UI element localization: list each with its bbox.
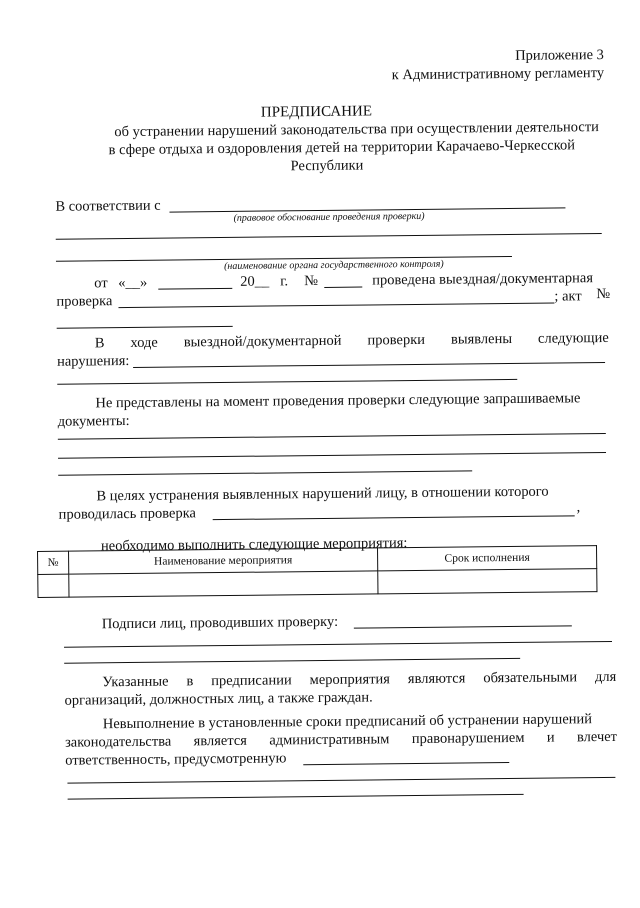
liability-word-1: законодательства bbox=[64, 733, 172, 751]
organ-caption: (наименование органа государственного контроля) bbox=[223, 258, 444, 272]
binding-word-3: предписании bbox=[211, 672, 292, 690]
appendix-number: Приложение 3 bbox=[515, 47, 604, 64]
liability-word-2: является bbox=[193, 732, 248, 750]
row-measure-cell[interactable] bbox=[69, 571, 378, 597]
column-number-header: № bbox=[38, 551, 69, 574]
binding-line-2: организаций, должностных лиц, а также граждан. bbox=[64, 689, 373, 709]
target-intro: В целях устранения выявленных нарушений лицу, в отношении которого bbox=[96, 483, 549, 505]
year-abbrev: г. bbox=[280, 273, 289, 290]
title-line-3: Республики bbox=[290, 157, 364, 175]
row-deadline-cell[interactable] bbox=[378, 569, 597, 594]
target-label: проводилась проверка bbox=[58, 505, 197, 523]
liability-field[interactable] bbox=[303, 762, 509, 765]
basis-label: В соответствии с bbox=[55, 197, 161, 215]
liability-field-3[interactable] bbox=[68, 794, 524, 800]
act-label: ; акт bbox=[554, 288, 582, 305]
binding-word-5: являются bbox=[407, 670, 466, 688]
documents-field-3[interactable] bbox=[58, 470, 472, 475]
measures-table bbox=[37, 545, 597, 598]
violations-word-1: В bbox=[94, 335, 105, 352]
violations-word-5: выявлены bbox=[450, 330, 513, 348]
appendix-reference: к Административному регламенту bbox=[391, 65, 605, 84]
document-title: ПРЕДПИСАНИЕ bbox=[260, 103, 373, 121]
documents-field-1[interactable] bbox=[58, 433, 606, 440]
signatures-field-2[interactable] bbox=[64, 641, 612, 648]
title-line-1: об устранении нарушений законодательства при осуществлении деятельности bbox=[114, 119, 599, 141]
violations-field-continued[interactable] bbox=[57, 379, 517, 385]
order-number-field[interactable] bbox=[324, 287, 362, 288]
check-field[interactable] bbox=[118, 303, 554, 309]
date-year-field[interactable]: 20__ bbox=[240, 273, 270, 290]
binding-word-2: в bbox=[186, 673, 194, 690]
date-month-field[interactable] bbox=[158, 288, 232, 290]
violations-word-2: ходе bbox=[130, 334, 158, 351]
binding-word-7: для bbox=[594, 668, 617, 686]
binding-word-6: обязательными bbox=[483, 669, 578, 687]
date-from-label: от bbox=[94, 275, 108, 292]
documents-field-2[interactable] bbox=[58, 452, 606, 459]
basis-caption: (правовое обоснование проведения проверки) bbox=[233, 210, 425, 224]
measures-intro: необходимо выполнить следующие мероприятия: bbox=[100, 535, 408, 555]
liability-word-6: влечет bbox=[576, 728, 618, 746]
binding-word-4: мероприятия bbox=[309, 671, 391, 689]
check-label: проверка bbox=[56, 293, 113, 310]
liability-word-3: административным bbox=[269, 731, 390, 749]
act-number-field[interactable] bbox=[57, 326, 233, 329]
violations-field[interactable] bbox=[133, 362, 605, 368]
violations-label: нарушения: bbox=[56, 352, 130, 370]
liability-word-4: правонарушением bbox=[411, 729, 525, 748]
act-number-sign: № bbox=[596, 285, 611, 303]
target-comma: , bbox=[576, 499, 581, 516]
liability-line-3: ответственность, предусмотренную bbox=[65, 750, 287, 769]
column-measure-header: Наименование мероприятия bbox=[69, 548, 378, 574]
column-deadline-header: Срок исполнения bbox=[378, 546, 597, 571]
liability-word-5: и bbox=[546, 729, 555, 746]
title-line-2: в сфере отдыха и оздоровления детей на территории Карачаево-Черкесской bbox=[108, 137, 576, 159]
signatures-field[interactable] bbox=[354, 625, 572, 628]
liability-line-1: Невыполнение в установленные сроки предписаний об устранении нарушений bbox=[102, 711, 593, 733]
number-sign: № bbox=[304, 273, 319, 290]
documents-label: документы: bbox=[57, 412, 130, 430]
violations-intro bbox=[95, 330, 609, 352]
signatures-label: Подписи лиц, проводивших проверку: bbox=[101, 613, 339, 633]
documents-intro: Не представлены на момент проведения проверки следующие запрашиваемые bbox=[95, 390, 581, 412]
row-number-cell[interactable] bbox=[38, 574, 69, 597]
violations-word-4: проверки bbox=[367, 331, 426, 349]
liability-field-2[interactable] bbox=[67, 777, 615, 784]
violations-word-6: следующие bbox=[537, 329, 609, 347]
date-day-field[interactable]: «__» bbox=[118, 274, 148, 292]
table-row bbox=[38, 569, 597, 598]
violations-word-3: выездной/документарной bbox=[183, 332, 342, 351]
basis-field-continued[interactable] bbox=[56, 233, 602, 240]
signatures-field-3[interactable] bbox=[64, 658, 520, 664]
binding-word-1: Указанные bbox=[102, 673, 169, 691]
target-field[interactable] bbox=[213, 515, 575, 520]
check-conducted-text: проведена выездная/документарная bbox=[372, 270, 594, 289]
binding-text bbox=[102, 669, 616, 691]
